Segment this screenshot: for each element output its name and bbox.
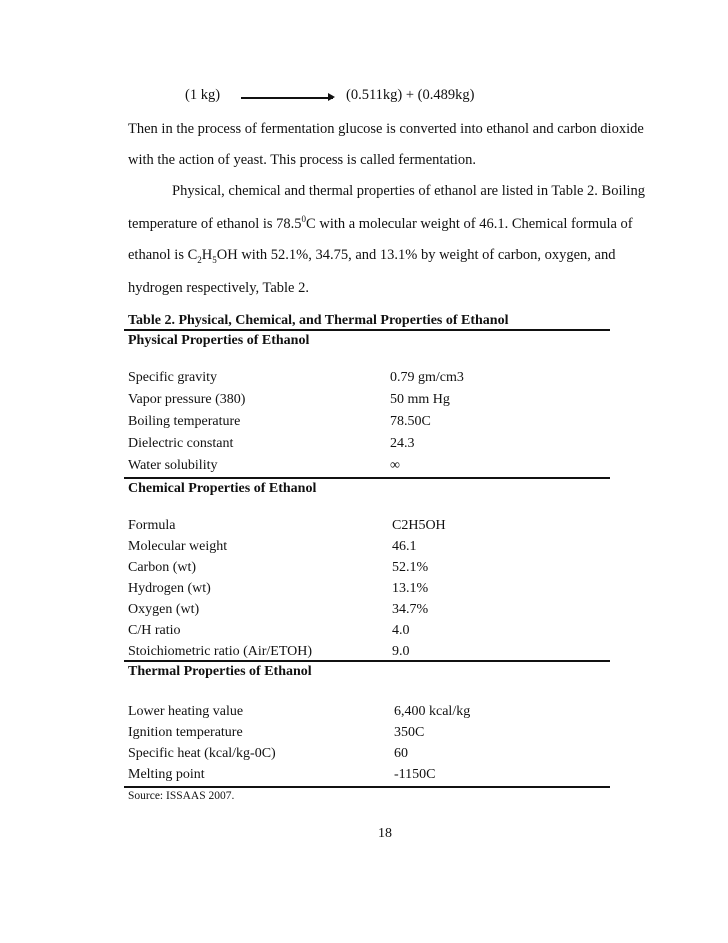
table-row-label: C/H ratio — [128, 623, 181, 638]
table-row-label: Vapor pressure (380) — [128, 392, 246, 407]
table-row-value: 4.0 — [392, 623, 410, 638]
table-row-value: -1150C — [394, 767, 436, 782]
table-source: Source: ISSAAS 2007. — [128, 790, 235, 802]
paragraph2-line2: temperature of ethanol is 78.5$^0$C with a molecular weight of 46.1. Chemical formula of — [128, 214, 633, 232]
table-row-label: Stoichiometric ratio (Air/ETOH) — [128, 644, 313, 659]
equation-left: (1 kg) — [185, 87, 221, 103]
table-row-value: C2H5OH — [392, 518, 446, 533]
table-row-label: Water solubility — [128, 458, 218, 473]
table-row-label: Ignition temperature — [128, 725, 243, 740]
paragraph2-line3: ethanol is $C_2H_5OH$ with 52.1%, 34.75, and 13.1% by weight of carbon, oxygen, and — [128, 247, 616, 265]
table-row-label: Oxygen (wt) — [128, 602, 200, 617]
table-row-label: Hydrogen (wt) — [128, 581, 211, 596]
paragraph1-line2: with the action of yeast. This process is called fermentation. — [128, 152, 477, 168]
section-heading: Physical Properties of Ethanol — [128, 333, 310, 348]
table-rule — [124, 329, 610, 331]
reaction-arrow — [241, 97, 333, 99]
table-row-label: Dielectric constant — [128, 436, 234, 451]
table-rule — [124, 477, 610, 479]
table-row-label: Specific heat (kcal/kg-0C) — [128, 746, 276, 761]
table-row-value: 6,400 kcal/kg — [394, 704, 471, 719]
table-rule — [124, 786, 610, 788]
table-row-value: 46.1 — [392, 539, 417, 554]
table-row-label: Boiling temperature — [128, 414, 241, 429]
section-heading: Thermal Properties of Ethanol — [128, 664, 312, 679]
table-row-label: Molecular weight — [128, 539, 228, 554]
table-row-label: Lower heating value — [128, 704, 244, 719]
table-row-value: 0.79 gm/cm3 — [390, 370, 464, 385]
section-heading: Chemical Properties of Ethanol — [128, 481, 317, 496]
table-row-label: Carbon (wt) — [128, 560, 197, 575]
table-row-label: Specific gravity — [128, 370, 218, 385]
table-row-value: 50 mm Hg — [390, 392, 450, 407]
table-row-value: 24.3 — [390, 436, 415, 451]
table-row-value: 9.0 — [392, 644, 410, 659]
table-row-value: ∞ — [390, 458, 400, 473]
table-row-value: 350C — [394, 725, 425, 740]
paragraph2-line4: hydrogen respectively, Table 2. — [128, 280, 309, 296]
table-rule — [124, 660, 610, 662]
table-row-label: Melting point — [128, 767, 205, 782]
paragraph2-line1: Physical, chemical and thermal properties of ethanol are listed in Table 2. Boiling — [172, 183, 646, 199]
table-row-value: 13.1% — [392, 581, 429, 596]
page-number: 18 — [378, 826, 392, 841]
table-row-label: Formula — [128, 518, 176, 533]
table-row-value: 60 — [394, 746, 408, 761]
table-row-value: 34.7% — [392, 602, 429, 617]
paragraph1-line1: Then in the process of fermentation glucose is converted into ethanol and carbon dioxide — [128, 121, 644, 137]
table-row-value: 52.1% — [392, 560, 429, 575]
table-title: Table 2. Physical, Chemical, and Thermal Properties of Ethanol — [128, 313, 509, 328]
equation-right: (0.511kg) + (0.489kg) — [346, 87, 475, 103]
table-row-value: 78.50C — [390, 414, 431, 429]
